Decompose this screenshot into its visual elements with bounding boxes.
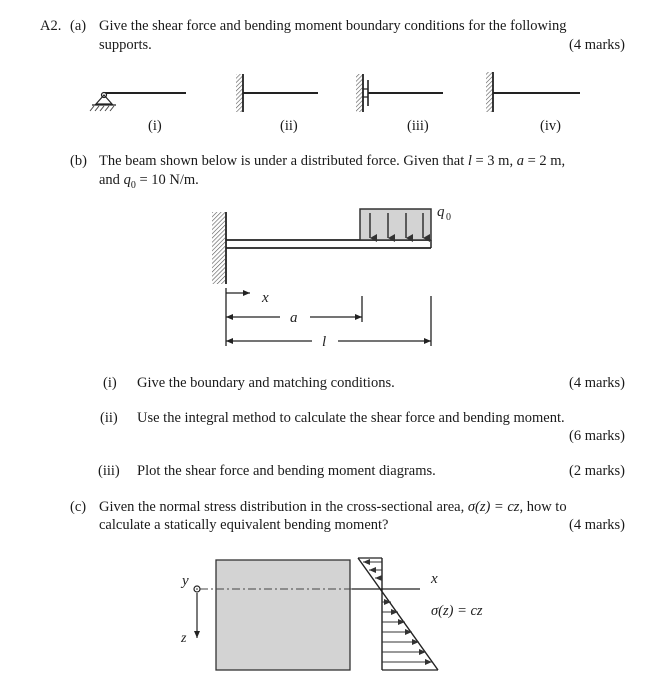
stress-label: σ(z) = cz xyxy=(431,603,483,619)
part-c-marks: (4 marks) xyxy=(569,517,625,533)
part-a-marks: (4 marks) xyxy=(569,37,625,53)
x-label: x xyxy=(262,290,269,306)
part-b-a-symbol: a xyxy=(516,153,524,169)
support-label-iv: (iv) xyxy=(540,118,561,134)
part-b-l-symbol: l xyxy=(467,153,472,169)
x-axis-label: x xyxy=(431,571,438,587)
beam-section xyxy=(200,560,420,670)
a-label: a xyxy=(290,310,298,326)
part-b-item-i-marks: (4 marks) xyxy=(569,375,625,391)
part-b-line1-eq2: = 2 m, xyxy=(523,153,566,169)
part-b-q-sub: 0 xyxy=(130,179,136,191)
part-b-item-iii-marks: (2 marks) xyxy=(569,463,625,479)
part-b-item-i-num: (i) xyxy=(103,375,117,391)
load-label: q xyxy=(437,204,445,220)
z-axis-label: z xyxy=(181,631,187,646)
part-c-label: (c) xyxy=(70,499,87,515)
part-b-q-symbol: q xyxy=(123,172,131,188)
part-c-line1-post: , how to xyxy=(519,499,567,515)
load-label-sub: 0 xyxy=(446,212,451,223)
part-b-item-iii-num: (iii) xyxy=(98,463,120,479)
support-label-ii: (ii) xyxy=(280,118,298,134)
part-b-item-ii-text: Use the integral method to calculate the shear force and bending moment. xyxy=(137,410,565,426)
part-b-item-ii-marks: (6 marks) xyxy=(569,428,625,444)
yz-axes xyxy=(194,586,200,638)
l-label: l xyxy=(322,334,327,350)
part-b-line2-pre: and xyxy=(99,172,124,188)
y-axis-label: y xyxy=(182,573,189,589)
part-b-item-i-text: Give the boundary and matching conditions. xyxy=(137,375,395,391)
part-b-label: (b) xyxy=(70,153,87,169)
part-a-label: (a) xyxy=(70,18,87,34)
part-a-line2: supports. xyxy=(99,37,152,53)
part-b-line1-eq1: = 3 m, xyxy=(471,153,517,169)
part-a-line1: Give the shear force and bending moment boundary conditions for the following xyxy=(99,18,567,34)
part-b-line1-pre: The beam shown below is under a distributed force. Given that xyxy=(99,153,468,169)
support-label-i: (i) xyxy=(148,118,162,134)
part-c-line1-pre: Given the normal stress distribution in the cross-sectional area, xyxy=(99,499,468,515)
part-b-item-iii-text: Plot the shear force and bending moment diagrams. xyxy=(137,463,436,479)
part-c-line2: calculate a statically equivalent bending moment? xyxy=(99,517,389,533)
question-number: A2. xyxy=(40,18,62,34)
stress-distribution xyxy=(358,558,438,670)
part-c-formula: σ(z) = cz xyxy=(467,499,520,515)
part-b-item-ii-num: (ii) xyxy=(100,410,118,426)
part-b-line2-post: = 10 N/m. xyxy=(135,172,199,188)
support-label-iii: (iii) xyxy=(407,118,429,134)
